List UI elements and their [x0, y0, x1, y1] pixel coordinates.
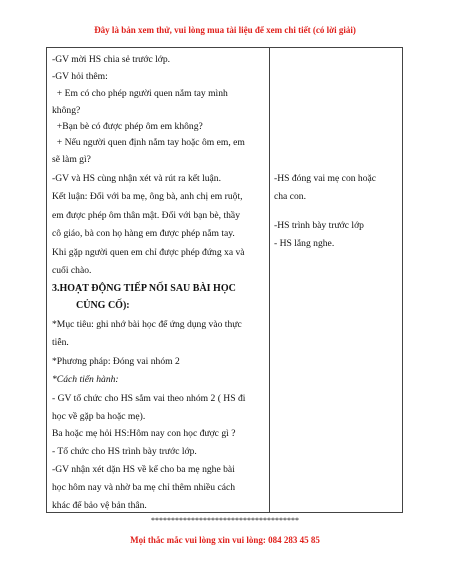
separator-stars: ************************************* [151, 516, 299, 525]
text-line: không? [52, 105, 81, 116]
text-line: em được phép ôm thân mật. Đối với bạn bè, thầy [52, 210, 240, 221]
text-line: Ba hoặc mẹ hỏi HS:Hôm nay con học được gì ? [52, 428, 236, 439]
text-line: -GV nhận xét dặn HS về kể cho ba mẹ nghe bài [52, 464, 235, 475]
text-line: -GV hỏi thêm: [52, 71, 108, 82]
text-line: sẽ làm gì? [52, 154, 91, 165]
lesson-table [46, 47, 403, 513]
text-line: - Tổ chức cho HS trình bày trước lớp. [52, 446, 197, 457]
section-heading-cont: CỦNG CỐ): [76, 300, 130, 311]
text-line: *Phương pháp: Đóng vai nhóm 2 [52, 356, 180, 367]
text-line: - HS lắng nghe. [274, 238, 335, 249]
section-heading: 3.HOẠT ĐỘNG TIẾP NỐI SAU BÀI HỌC [52, 283, 236, 294]
text-line: *Mục tiêu: ghi nhớ bài học để ứng dụng vào thực [52, 319, 242, 330]
contact-notice: Mọi thắc mắc vui lòng xin vui lòng: 084 283 45 85 [130, 535, 320, 545]
text-line: - GV tổ chức cho HS sắm vai theo nhóm 2 ( HS đi [52, 393, 246, 404]
text-line: +Bạn bè có được phép ôm em không? [52, 121, 203, 132]
text-line: + Em có cho phép người quen nắm tay mình [52, 88, 228, 99]
text-line: Kết luận: Đối với ba mẹ, ông bà, anh chị em ruột, [52, 191, 243, 202]
text-line: + Nếu người quen định nắm tay hoặc ôm em, em [52, 137, 245, 148]
text-line: tiễn. [52, 337, 69, 348]
text-line: -GV mời HS chia sẻ trước lớp. [52, 54, 171, 65]
text-line: khác để bảo vệ bản thân. [52, 500, 147, 511]
text-line: cha con. [274, 191, 306, 202]
preview-notice: Đây là bản xem thử, vui lòng mua tài liệu để xem chi tiết (có lời giải) [94, 25, 356, 35]
column-divider [269, 48, 270, 512]
text-line: Khi gặp người quen em chỉ được phép đứng xa và [52, 247, 245, 258]
text-line: học hôm nay và nhờ ba mẹ chỉ thêm nhiều cách [52, 482, 236, 493]
text-line: cô giáo, bà con họ hàng em được phép nắm tay. [52, 228, 235, 239]
text-line: -HS đóng vai mẹ con hoặc [274, 173, 377, 184]
text-line: -HS trình bày trước lớp [274, 220, 364, 231]
text-line: học về gặp ba hoặc mẹ). [52, 411, 146, 422]
text-line: cuối chào. [52, 265, 92, 276]
text-line: -GV và HS cùng nhận xét và rút ra kết luận. [52, 173, 222, 184]
text-line: *Cách tiến hành: [52, 374, 119, 385]
